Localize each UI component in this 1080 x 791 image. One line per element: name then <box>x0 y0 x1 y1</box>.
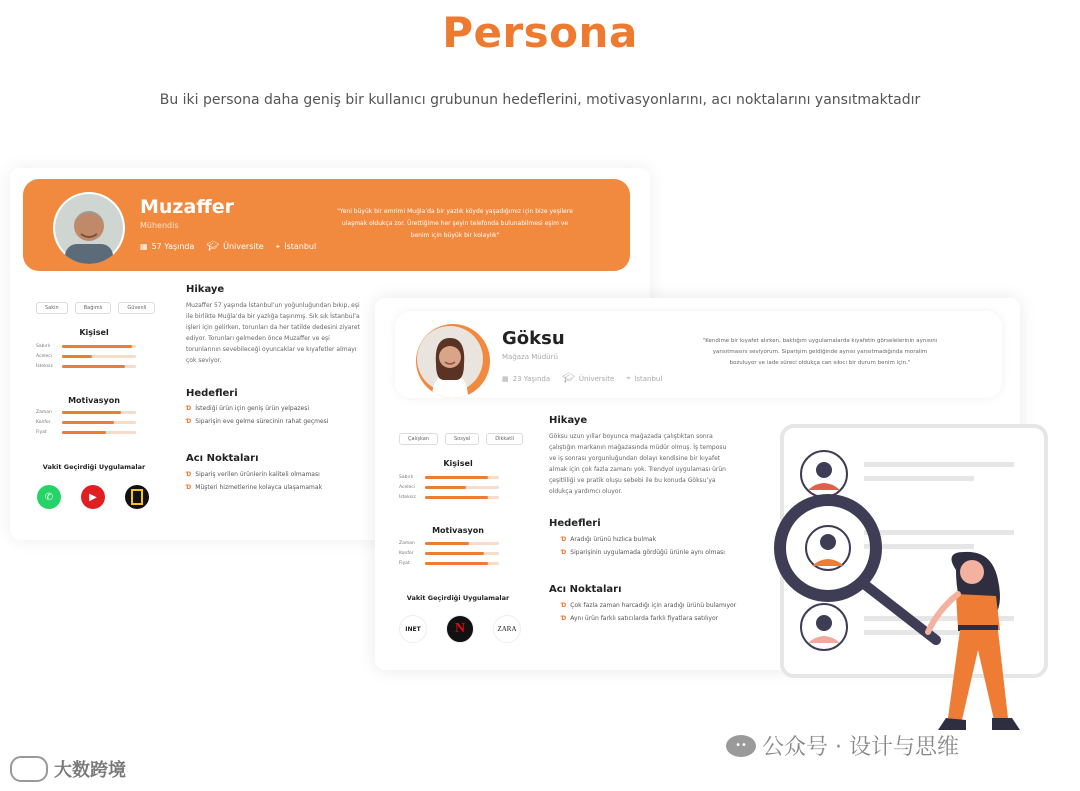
motivasyon-heading: Motivasyon <box>68 396 120 405</box>
bar-fill <box>62 431 106 434</box>
persona-search-illustration <box>760 420 1060 765</box>
whatsapp-icon: ✆ <box>37 485 61 509</box>
trait-chips <box>399 433 523 445</box>
list-item: Ɗ Aradığı ürünü hızlıca bulmak <box>561 533 725 546</box>
persona-meta <box>502 373 662 384</box>
zara-icon: ZARA <box>493 615 521 643</box>
trait-chip: Sosyal <box>445 433 479 445</box>
calendar-icon: ▦ <box>140 242 148 251</box>
trait-bar-row: Aceleci <box>399 485 499 490</box>
bullet-icon: Ɗ <box>561 615 567 622</box>
wechat-watermark: •• 公众号 · 设计与思维 <box>726 730 959 761</box>
page-subtitle: Bu iki persona daha geniş bir kullanıcı grubunun hedeflerini, motivasyonlarını, acı noktalarını yansıtmaktadır <box>159 92 921 108</box>
bar-fill <box>62 421 114 424</box>
youtube-icon: ▶ <box>81 485 105 509</box>
bar-fill <box>62 355 92 358</box>
bar-fill <box>62 345 132 348</box>
persona-city: İstanbul <box>284 242 317 251</box>
persona-education: Üniversite <box>223 242 264 251</box>
goals-heading: Hedefleri <box>549 518 601 529</box>
persona-city: İstanbul <box>634 374 663 383</box>
trait-bar-row: Sabırlı <box>36 344 136 349</box>
story-heading: Hikaye <box>549 415 588 426</box>
bullet-icon: Ɗ <box>561 549 567 556</box>
wechat-icon: •• <box>726 735 756 757</box>
bar-fill <box>62 365 125 368</box>
bar-fill <box>425 542 469 545</box>
persona-quote: "Kendime bir kıyafet alırken, baktığım uygulamalarda kıyafetin görselelerinin aynısını yansıtmasını seviyorum. Siparişim geldiğinde aynısı yansıtmadığında moralim bozuluyor ve iade süreci oldukça can sıkıcı bir durum benim için." <box>702 338 938 366</box>
persona-age: 57 Yaşında <box>151 242 195 251</box>
brand-watermark: 大数跨境 <box>10 756 126 782</box>
persona-name: Göksu <box>502 328 565 349</box>
bullet-icon: Ɗ <box>561 536 567 543</box>
kisisel-heading: Kişisel <box>79 328 109 337</box>
motivasyon-bars <box>36 410 136 440</box>
trait-chip: Dikkatli <box>486 433 523 445</box>
trait-chip: Sakin <box>36 302 68 314</box>
story-heading: Hikaye <box>186 284 225 295</box>
list-item: Ɗ Aynı ürün farklı satıcılarda farklı fiyatlara satılıyor <box>561 612 736 625</box>
persona-education: Üniversite <box>578 374 615 383</box>
apps-list <box>37 485 149 509</box>
list-item: Ɗ Siparişin eve gelme sürecinin rahat geçmesi <box>186 415 328 428</box>
persona-name: Muzaffer <box>140 196 234 218</box>
story-text: Muzaffer 57 yaşında İstanbul’un yoğunluğundan bıkıp, eşi ile birlikte Muğla’da bir yazlığa taşınmış. Sık sık İstanbul’a işleri için gelirken, torunları da her tatilde dedesini ziyaret ediyor. Torunları gelmeden önce Muzaffer ve eşi torunlarının sevebileceği oyuncaklar ve kıyafetler almayı çok seviyor. <box>186 302 360 364</box>
goals-heading: Hedefleri <box>186 388 238 399</box>
bar-fill <box>425 496 488 499</box>
bullet-icon: Ɗ <box>186 484 192 491</box>
natgeo-icon <box>125 485 149 509</box>
bar-fill <box>425 552 484 555</box>
motivasyon-heading: Motivasyon <box>432 526 484 535</box>
motivasyon-bars <box>399 541 499 571</box>
location-pin-icon: ⌖ <box>626 374 631 382</box>
bar-fill <box>425 486 466 489</box>
avatar-muzaffer <box>53 192 125 264</box>
motivation-bar-row: Konfor <box>36 420 136 425</box>
pains-list <box>186 468 322 494</box>
list-item: Ɗ Müşteri hizmetlerine kolayca ulaşamamak <box>186 481 322 494</box>
graduation-cap-icon: 🎓︎ <box>206 241 220 252</box>
trait-bar-row: Sabırlı <box>399 475 499 480</box>
trait-chips <box>36 302 155 314</box>
motivation-bar-row: Fiyat <box>399 561 499 566</box>
trait-chip: Güvenli <box>118 302 155 314</box>
motivation-bar-row: Konfor <box>399 551 499 556</box>
motivation-bar-row: Fiyat <box>36 430 136 435</box>
graduation-cap-icon: 🎓︎ <box>562 373 575 384</box>
location-pin-icon: ⌖ <box>275 241 281 251</box>
list-item: Ɗ İstediği ürün için geniş ürün yelpazesi <box>186 402 328 415</box>
pains-list <box>561 599 736 625</box>
bar-fill <box>425 476 488 479</box>
bullet-icon: Ɗ <box>186 418 192 425</box>
kisisel-bars <box>36 344 136 374</box>
persona-quote: "Yeni büyük bir emrimi Muğla’da bir yazlık köyde yaşadığımız için bize yeşilere ulaşmak oldukça zor. Ürettiğime her şeyin telefonda bulunabilmesi eşim ve benim için büyük bir kolaylık" <box>337 208 573 239</box>
story-text: Göksu uzun yıllar boyunca mağazada çalıştıktan sonra çalıştığın markanın mağazasında müdür olmuş. İş temposu ve iş sonrası yorgunluğundan dolayı kendisine bir kıyafet almak için çok fazla zamanı yok. Trendyol uygulaması ürün çeşitliliği ve pratik oluşu sebebi ile bu konuda Göksu’ya oldukça yardımcı oluyor. <box>549 433 727 495</box>
trait-bar-row: Aceleci <box>36 354 136 359</box>
bar-fill <box>425 562 488 565</box>
kisisel-bars <box>399 475 499 505</box>
bullet-icon: Ɗ <box>186 405 192 412</box>
motivation-bar-row: Zaman <box>399 541 499 546</box>
persona-role: Mağaza Müdürü <box>502 353 558 361</box>
avatar-goksu <box>416 324 490 398</box>
apps-list <box>399 615 521 643</box>
pains-heading: Acı Noktaları <box>186 453 259 464</box>
calendar-icon: ▦ <box>502 374 509 383</box>
trait-bar-row: İsteksiz <box>36 364 136 369</box>
list-item: Ɗ Siparişinin uygulamada gördüğü ürünle aynı olması <box>561 546 725 559</box>
list-item: Ɗ Çok fazla zaman harcadığı için aradığı ürünü bulamıyor <box>561 599 736 612</box>
trait-chip: Çalışkan <box>399 433 438 445</box>
persona-age: 23 Yaşında <box>512 374 551 383</box>
apps-heading: Vakit Geçirdiği Uygulamalar <box>406 594 510 602</box>
bullet-icon: Ɗ <box>186 471 192 478</box>
persona-meta <box>140 241 316 252</box>
brand-logo-icon <box>10 756 48 782</box>
bar-fill <box>62 411 121 414</box>
motivation-bar-row: Zaman <box>36 410 136 415</box>
list-item: Ɗ Sipariş verilen ürünlerin kaliteli olmaması <box>186 468 322 481</box>
bullet-icon: Ɗ <box>561 602 567 609</box>
netflix-icon: N <box>446 615 474 643</box>
inet-icon: INET <box>399 615 427 643</box>
trait-chip: Bağımlı <box>75 302 112 314</box>
trait-bar-row: İsteksiz <box>399 495 499 500</box>
goals-list <box>186 402 328 428</box>
pains-heading: Acı Noktaları <box>549 584 622 595</box>
kisisel-heading: Kişisel <box>443 459 473 468</box>
persona-role: Mühendis <box>140 221 179 230</box>
page-title: Persona <box>442 8 638 57</box>
apps-heading: Vakit Geçirdiği Uygulamalar <box>42 463 146 471</box>
goals-list <box>561 533 725 559</box>
